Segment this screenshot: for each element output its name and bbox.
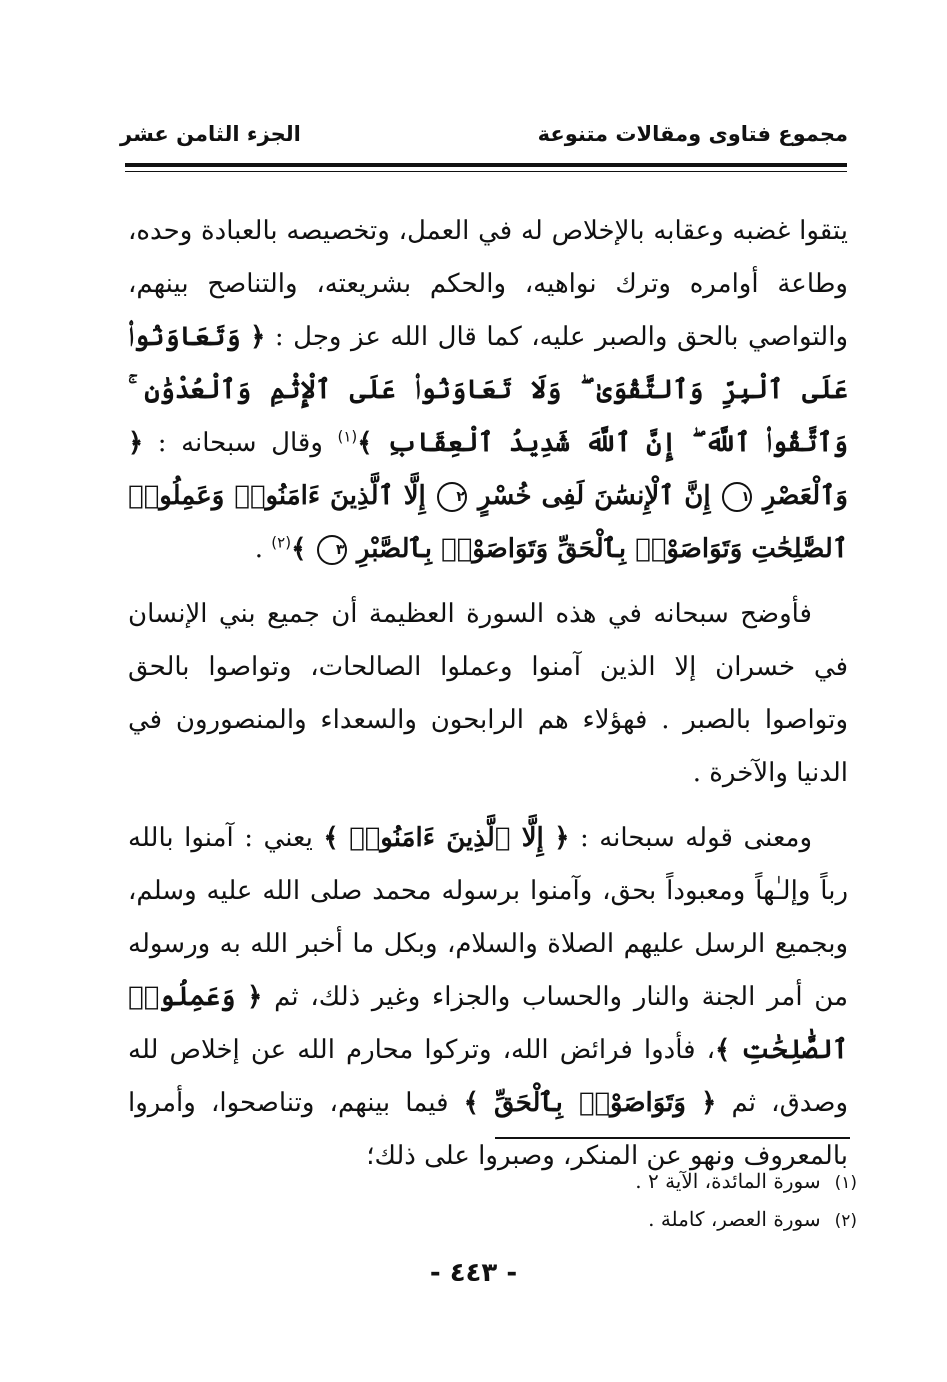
- footnote-ref-1[interactable]: (١): [337, 427, 358, 446]
- footnote-number: (١): [834, 1173, 857, 1193]
- header-rule-thin: [125, 171, 847, 172]
- volume-label: الجزء الثامن عشر: [120, 122, 301, 146]
- quran-close-ornament: ﴾: [715, 1035, 731, 1065]
- footnote-text: سورة المائدة، الآية ٢ .: [635, 1169, 821, 1193]
- quran-close-ornament: ﴾: [291, 534, 307, 564]
- footnote-separator: [495, 1137, 850, 1139]
- quran-phrase-tawasaw: وَتَوَاصَوْا۟ بِٱلْحَقِّ: [494, 1088, 686, 1118]
- p3-text-c: ، فأدوا فرائض الله، وتركوا محارم الله عن إخلاص لله وصدق، ثم: [128, 1035, 849, 1118]
- quran-close-ornament: ﴾: [357, 428, 373, 458]
- ayah-number-marker: ٣: [317, 535, 347, 565]
- paragraph-3: [128, 812, 848, 1183]
- p1-text-a: يتقوا غضبه وعقابه بالإخلاص له في العمل، وتخصيصه بالعبادة وحده، وطاعة أوامره وترك نواهيه، والحكم بشريعته، والتناصح بينهم، والتواصي بالحق والصبر عليه، كما قال الله عز وجل :: [128, 216, 849, 352]
- quran-phrase-amilu: وَعَمِلُوا۟ ٱلصَّٰلِحَٰتِ: [128, 982, 848, 1065]
- p3-text-a: ومعنى قوله سبحانه :: [569, 823, 813, 853]
- quran-verse-maidah: وَتَعَاوَنُوا۟ عَلَى ٱلْبِرِّ وَٱلتَّقْوَىٰ ۖ وَلَا تَعَاوَنُوا۟ عَلَى ٱلْإِثْمِ وَٱلْعُدْوَٰنِ ۚ وَٱتَّقُوا۟ ٱللَّهَ ۖ إِنَّ ٱللَّهَ شَدِيدُ ٱلْعِقَابِ: [128, 322, 848, 458]
- quran-verse-asr-3: إِلَّا ٱلَّذِينَ ءَامَنُوا۟ وَعَمِلُوا۟ ٱلصَّٰلِحَٰتِ وَتَوَاصَوْا۟ بِٱلْحَقِّ وَتَوَاصَوْا۟ بِٱلصَّبْرِ: [128, 481, 848, 564]
- quran-open-ornament: ﴿: [128, 428, 144, 458]
- ayah-number-marker: ٢: [437, 482, 467, 512]
- footnote-number: (٢): [834, 1211, 857, 1231]
- p1-end: .: [254, 534, 272, 564]
- quran-open-ornament: ﴿: [701, 1088, 717, 1118]
- paragraph-2: فأوضح سبحانه في هذه السورة العظيمة أن جميع بني الإنسان في خسران إلا الذين آمنوا وعملوا الصالحات، وتواصوا بالحق وتواصوا بالصبر . فهؤلاء هم الرابحون والسعداء والمنصورون في الدنيا والآخرة .: [128, 599, 848, 788]
- footnote-item: [257, 1163, 857, 1201]
- page-number: - ٤٤٣ -: [429, 1258, 518, 1288]
- ayah-number-marker: ١: [722, 482, 752, 512]
- quran-open-ornament: ﴿: [247, 982, 263, 1012]
- paragraph-1: [128, 205, 848, 576]
- quran-phrase-amanu: إِلَّا ٱلَّذِينَ ءَامَنُوا۟: [349, 823, 544, 853]
- running-header: [120, 118, 848, 158]
- quran-verse-asr-2: إِنَّ ٱلْإِنسَٰنَ لَفِى خُسْرٍ: [477, 481, 711, 511]
- series-title: مجموع فتاوى ومقالات متنوعة: [537, 122, 848, 146]
- header-rule-thick: [125, 163, 847, 167]
- quran-verse-asr-1: وَٱلْعَصْرِ: [762, 481, 848, 511]
- footnote-text: سورة العصر، كاملة .: [648, 1207, 821, 1231]
- p3-text-b: يعني : آمنوا بالله رباً وإلـٰهاً ومعبوداً بحق، وآمنوا برسوله محمد صلى الله عليه وسلم، وبجميع الرسل عليهم الصلاة والسلام، وبكل ما أخبر الله به ورسوله من أمر الجنة والنار والحساب والجزاء وغير ذلك، ثم: [128, 823, 849, 1012]
- body-text: [128, 205, 848, 1183]
- quran-close-ornament: ﴾: [463, 1088, 479, 1118]
- footnote-item: [257, 1201, 857, 1239]
- quran-open-ornament: ﴿: [250, 322, 266, 352]
- p3-text-d: فيما بينهم، وتناصحوا، وأمروا بالمعروف ونهو عن المنكر، وصبروا على ذلك؛: [128, 1088, 848, 1171]
- quran-open-ornament: ﴿: [554, 823, 570, 853]
- footnotes: [257, 1163, 857, 1239]
- quran-close-ornament: ﴾: [323, 823, 339, 853]
- footnote-ref-2[interactable]: (٢): [271, 533, 292, 552]
- p1-text-b: وقال سبحانه :: [143, 428, 338, 458]
